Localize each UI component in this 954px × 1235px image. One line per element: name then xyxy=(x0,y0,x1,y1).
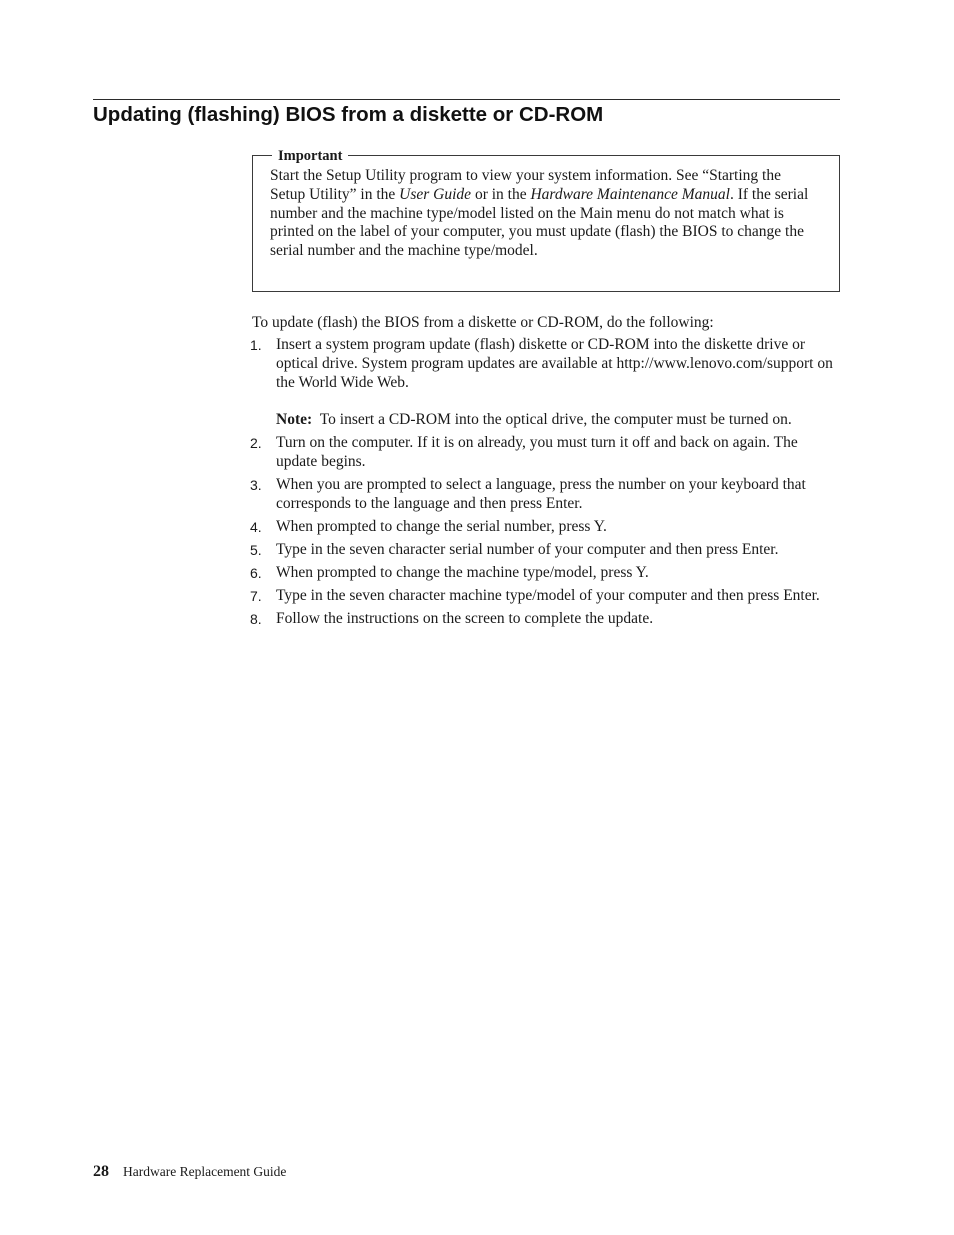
step-text: Type in the seven character serial number of your computer and then press Enter. xyxy=(276,540,779,558)
page-number: 28 xyxy=(93,1163,109,1180)
step-8 xyxy=(250,610,840,629)
step-text: When you are prompted to select a language, press the number on your keyboard that corresponds to the language and then press Enter. xyxy=(276,475,806,512)
step-5 xyxy=(250,541,840,560)
step-text: Type in the seven character machine type/model of your computer and then press Enter. xyxy=(276,587,820,605)
important-text-part-1: Start the Setup Utility program to view your system information. See “Starting the Setup Utility” in the xyxy=(270,167,781,203)
note-label: Note: xyxy=(276,410,313,428)
footer-doc-title: Hardware Replacement Guide xyxy=(123,1164,287,1179)
intro-text: To update (flash) the BIOS from a diskette or CD-ROM, do the following: xyxy=(252,314,714,331)
step-3 xyxy=(250,476,840,514)
important-text xyxy=(270,167,820,261)
steps-list xyxy=(250,336,840,633)
step-number: 6. xyxy=(250,564,262,581)
step-number: 2. xyxy=(250,434,262,451)
step-2 xyxy=(250,434,840,472)
section-title: Updating (flashing) BIOS from a diskette or CD-ROM xyxy=(93,103,604,126)
step-text: Follow the instructions on the screen to complete the update. xyxy=(276,610,654,628)
step-6 xyxy=(250,564,840,583)
step-number: 3. xyxy=(250,476,262,493)
step-number: 7. xyxy=(250,588,262,605)
note-text: To insert a CD-ROM into the optical drive, the computer must be turned on. xyxy=(319,410,792,428)
step-7 xyxy=(250,587,840,606)
step-text: Turn on the computer. If it is on already, you must turn it off and back on again. The update begins. xyxy=(276,433,798,470)
step-text: Insert a system program update (flash) diskette or CD-ROM into the diskette drive or optical drive. System program updates are available at http://www.lenovo.com/support on the World Wide Web. xyxy=(276,336,833,391)
step-number: 5. xyxy=(250,541,262,558)
section-rule xyxy=(93,99,840,100)
step-number: 8. xyxy=(250,611,262,628)
step-text: When prompted to change the serial number, press Y. xyxy=(276,517,607,535)
important-box xyxy=(252,148,840,292)
step-number: 4. xyxy=(250,518,262,535)
step-number: 1. xyxy=(250,337,262,353)
step-note xyxy=(276,411,840,430)
hmm-title: Hardware Maintenance Manual xyxy=(530,185,730,203)
important-label: Important xyxy=(272,147,348,165)
important-text-part-3: . If the serial number and the machine type/model listed on the Main menu do not match what is printed on the label of your computer, you must update (flash) the BIOS to change the serial number and the machine type/model. xyxy=(270,185,809,260)
important-text-part-2: or in the xyxy=(471,185,531,203)
user-guide-title: User Guide xyxy=(399,185,472,203)
step-text: When prompted to change the machine type/model, press Y. xyxy=(276,563,649,581)
page-footer xyxy=(93,1162,286,1182)
step-1 xyxy=(250,336,840,430)
step-4 xyxy=(250,518,840,537)
